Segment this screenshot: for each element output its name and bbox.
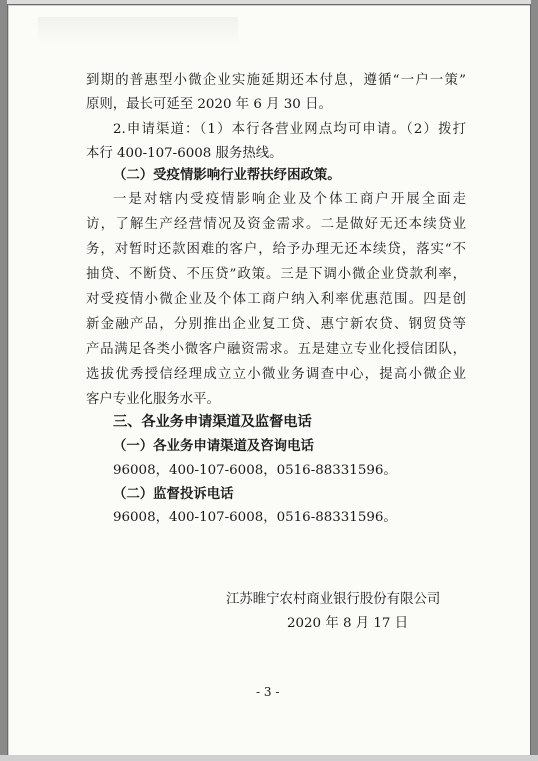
issuer-name: 江苏睢宁农村商业银行股份有限公司 [226,592,441,607]
section-subheading: （一）各业务申请渠道及咨询电话 [113,438,314,454]
paragraph-line: 抽贷、不断贷、不压贷”政策。三是下调小微企业贷款利率， [86,267,466,282]
paragraph-line: 本行 400-107-6008 服务热线。 [86,146,283,161]
paragraph-line: 选拔优秀授信经理成立立小微业务调查中心，提高小微企业 [86,367,466,382]
paragraph-line: 产品满足各类小微客户融资需求。五是建立专业化授信团队， [86,342,466,357]
section-subheading: （二）受疫情影响行业帮扶纾困政策。 [113,167,341,183]
section-heading: 三、各业务申请渠道及监督电话 [113,414,312,430]
paragraph-line: 务，对暂时还款困难的客户，给予办理无还本续贷，落实“不 [86,242,466,257]
issue-date: 2020 年 8 月 17 日 [287,616,409,631]
paragraph-line: 客户专业化服务水平。 [86,392,220,407]
paragraph-line: 对受疫情小微企业及个体工商户纳入利率优惠范围。四是创 [86,292,466,307]
paragraph-line: 2.申请渠道：（1）本行各营业网点均可申请。（2）拨打 [113,122,466,137]
paragraph-line: 原则，最长可延至 2020 年 6 月 30 日。 [86,97,332,112]
paragraph-line: 访，了解生产经营情况及资金需求。二是做好无还本续贷业 [86,217,466,232]
paragraph-line: 新金融产品，分别推出企业复工贷、惠宁新农贷、钢贸贷等 [86,317,466,332]
scan-bottom-edge [0,755,538,761]
phone-numbers: 96008，400-107-6008，0516-88331596。 [113,510,397,525]
section-subheading: （二）监督投诉电话 [113,486,234,502]
page-fold-shadow [38,17,238,45]
paragraph-line: 到期的普惠型小微企业实施延期还本付息，遵循“一户一策” [86,73,466,88]
paragraph-line: 一是对辖内受疫情影响企业及个体工商户开展全面走 [113,192,466,207]
phone-numbers: 96008，400-107-6008，0516-88331596。 [113,463,397,478]
page-number: - 3 - [256,685,280,699]
